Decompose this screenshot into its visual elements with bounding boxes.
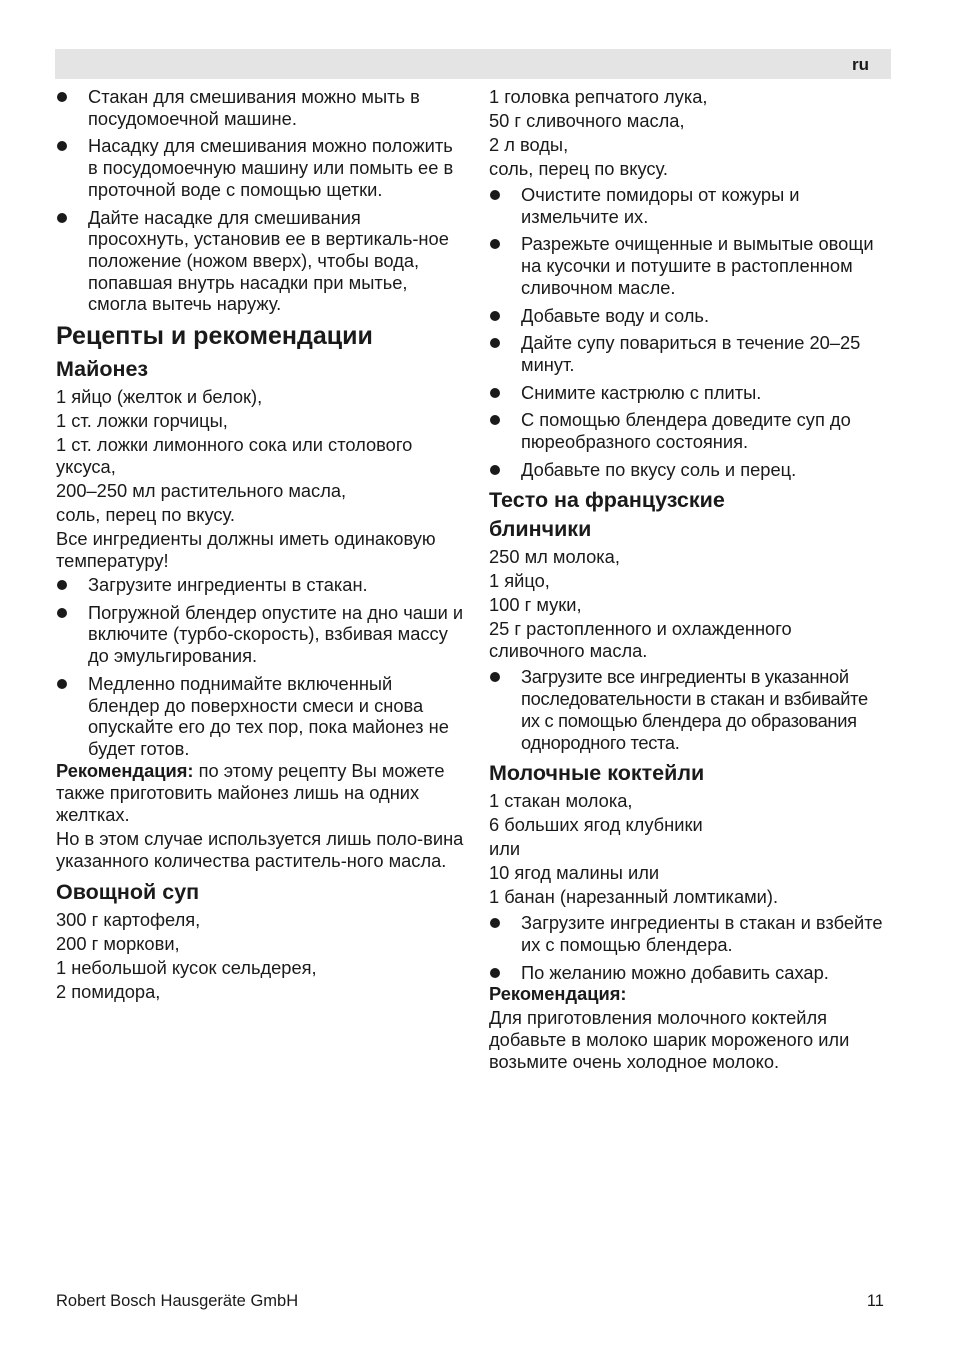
list-item: Очистите помидоры от кожуры и измельчите их. xyxy=(489,184,889,227)
bullet-icon xyxy=(490,415,500,425)
milkshakes-ingredients xyxy=(489,790,889,908)
mayonnaise-ingredients xyxy=(56,386,466,572)
ingredient-line: 1 головка репчатого лука, xyxy=(489,86,708,107)
ingredient-line: 2 помидора, xyxy=(56,980,161,1002)
ingredient-line: соль, перец по вкусу. xyxy=(56,504,235,526)
ingredient-line: 250 мл молока, xyxy=(489,546,620,568)
bullet-icon xyxy=(490,239,500,249)
bullet-icon xyxy=(490,918,500,928)
ingredient-line: 200 г моркови, xyxy=(56,932,180,954)
milkshakes-steps xyxy=(489,912,889,983)
ingredient-line: 6 больших ягод клубники xyxy=(489,814,703,836)
ingredient-line: 10 ягод малины или xyxy=(489,862,660,884)
milkshakes-tip-text: Для приготовления молочного коктейля добавьте в молоко шарик мороженого или возьмите очень холодное молоко. xyxy=(489,1007,850,1073)
ingredient-line: 2 л воды, xyxy=(489,134,569,155)
ingredient-line: 1 яйцо, xyxy=(489,570,550,592)
ingredient-line: соль, перец по вкусу. xyxy=(489,158,668,179)
cleaning-bullet-list xyxy=(56,86,466,315)
ingredient-line: 1 яйцо (желток и белок), xyxy=(56,386,263,408)
list-item: Погружной блендер опустите на дно чаши и включите (турбо-скорость), взбивая массу до эмульгирования. xyxy=(56,602,466,667)
list-item: Загрузите ингредиенты в стакан и взбейте их с помощью блендера. xyxy=(489,912,889,955)
ingredient-line: 200–250 мл растительного масла, xyxy=(56,480,347,502)
list-item: Медленно поднимайте включенный блендер до поверхности смеси и снова опускайте его до тех пор, пока майонез не будет готов. xyxy=(56,673,466,760)
list-item: Добавьте по вкусу соль и перец. xyxy=(489,459,889,481)
list-item: По желанию можно добавить сахар. xyxy=(489,962,889,984)
section-title: Рецепты и рекомендации xyxy=(56,322,373,351)
list-item: Насадку для смешивания можно положить в посудомоечную машину или помыть ее в проточной воде с помощью щетки. xyxy=(56,135,466,200)
ingredient-line: 100 г муки, xyxy=(489,594,582,616)
ingredient-line: или xyxy=(489,838,521,860)
bullet-icon xyxy=(490,190,500,200)
soup-ingredients xyxy=(56,909,466,1003)
bullet-icon xyxy=(490,465,500,475)
left-column xyxy=(56,86,466,1005)
page-number: 11 xyxy=(866,1292,884,1310)
bullet-icon xyxy=(57,679,67,689)
list-item: С помощью блендера доведите суп до пюреобразного состояния. xyxy=(489,409,889,452)
language-code: ru xyxy=(852,55,869,74)
bullet-icon xyxy=(57,608,67,618)
list-item: Дайте насадке для смешивания просохнуть, установив ее в вертикаль-ное положение (ножом вверх), чтобы вода, попавшая внутрь насадки при мытье, смогла вытечь наружу. xyxy=(56,207,466,316)
soup-steps xyxy=(489,184,889,480)
ingredient-line: 1 небольшой кусок сельдерея, xyxy=(56,956,317,978)
bullet-icon xyxy=(57,141,67,151)
milkshakes-title: Молочные коктейли xyxy=(489,761,705,786)
soup-title: Овощной суп xyxy=(56,879,200,904)
ingredient-line: 50 г сливочного масла, xyxy=(489,110,685,131)
crepes-ingredients xyxy=(489,546,889,662)
footer-company: Robert Bosch Hausgeräte GmbH xyxy=(56,1292,299,1310)
temperature-note: Все ингредиенты должны иметь одинаковую температуру! xyxy=(56,528,436,572)
soup-ingredients-continued xyxy=(489,86,889,180)
tip-label: Рекомендация: xyxy=(56,759,194,781)
bullet-icon xyxy=(57,213,67,223)
bullet-icon xyxy=(490,388,500,398)
ingredient-line: 1 стакан молока, xyxy=(489,790,633,812)
list-item: Стакан для смешивания можно мыть в посудомоечной машине. xyxy=(56,86,466,129)
mayonnaise-tip-more: Но в этом случае используется лишь поло-вина указанного количества раститель-ного масла. xyxy=(56,827,464,871)
language-header-bar xyxy=(55,49,891,79)
bullet-icon xyxy=(490,968,500,978)
ingredient-line: 300 г картофеля, xyxy=(56,908,201,930)
list-item: Снимите кастрюлю с плиты. xyxy=(489,382,889,404)
bullet-icon xyxy=(490,672,500,682)
ingredient-line: 1 банан (нарезанный ломтиками). xyxy=(489,886,779,908)
list-item: Добавьте воду и соль. xyxy=(489,305,889,327)
right-column xyxy=(489,86,889,1075)
list-item: Дайте супу повариться в течение 20–25 минут. xyxy=(489,332,889,375)
mayonnaise-title: Майонез xyxy=(56,357,149,382)
mayonnaise-steps xyxy=(56,574,466,760)
ingredient-line: 1 ст. ложки горчицы, xyxy=(56,410,228,432)
bullet-icon xyxy=(490,311,500,321)
bullet-icon xyxy=(57,92,67,102)
milkshakes-tip-label: Рекомендация: xyxy=(489,983,627,1005)
ingredient-line: 1 ст. ложки лимонного сока или столового уксуса, xyxy=(56,434,413,478)
list-item: Загрузите ингредиенты в стакан. xyxy=(56,574,466,596)
ingredient-line: 25 г растопленного и охлажденного сливочного масла. xyxy=(489,618,792,662)
bullet-icon xyxy=(490,338,500,348)
crepes-steps xyxy=(489,666,889,753)
bullet-icon xyxy=(57,580,67,590)
list-item: Разрежьте очищенные и вымытые овощи на кусочки и потушите в растопленном сливочном масле. xyxy=(489,233,889,298)
crepes-title: Тесто на французские блинчики xyxy=(489,488,725,542)
tip-text: по этому рецепту Вы можете также приготовить майонез лишь на одних желтках. xyxy=(56,759,445,825)
list-item: Загрузите все ингредиенты в указанной последовательности в стакан и взбивайте их с помощью блендера до образования однородного теста. xyxy=(489,666,889,753)
mayonnaise-tip xyxy=(56,760,466,826)
